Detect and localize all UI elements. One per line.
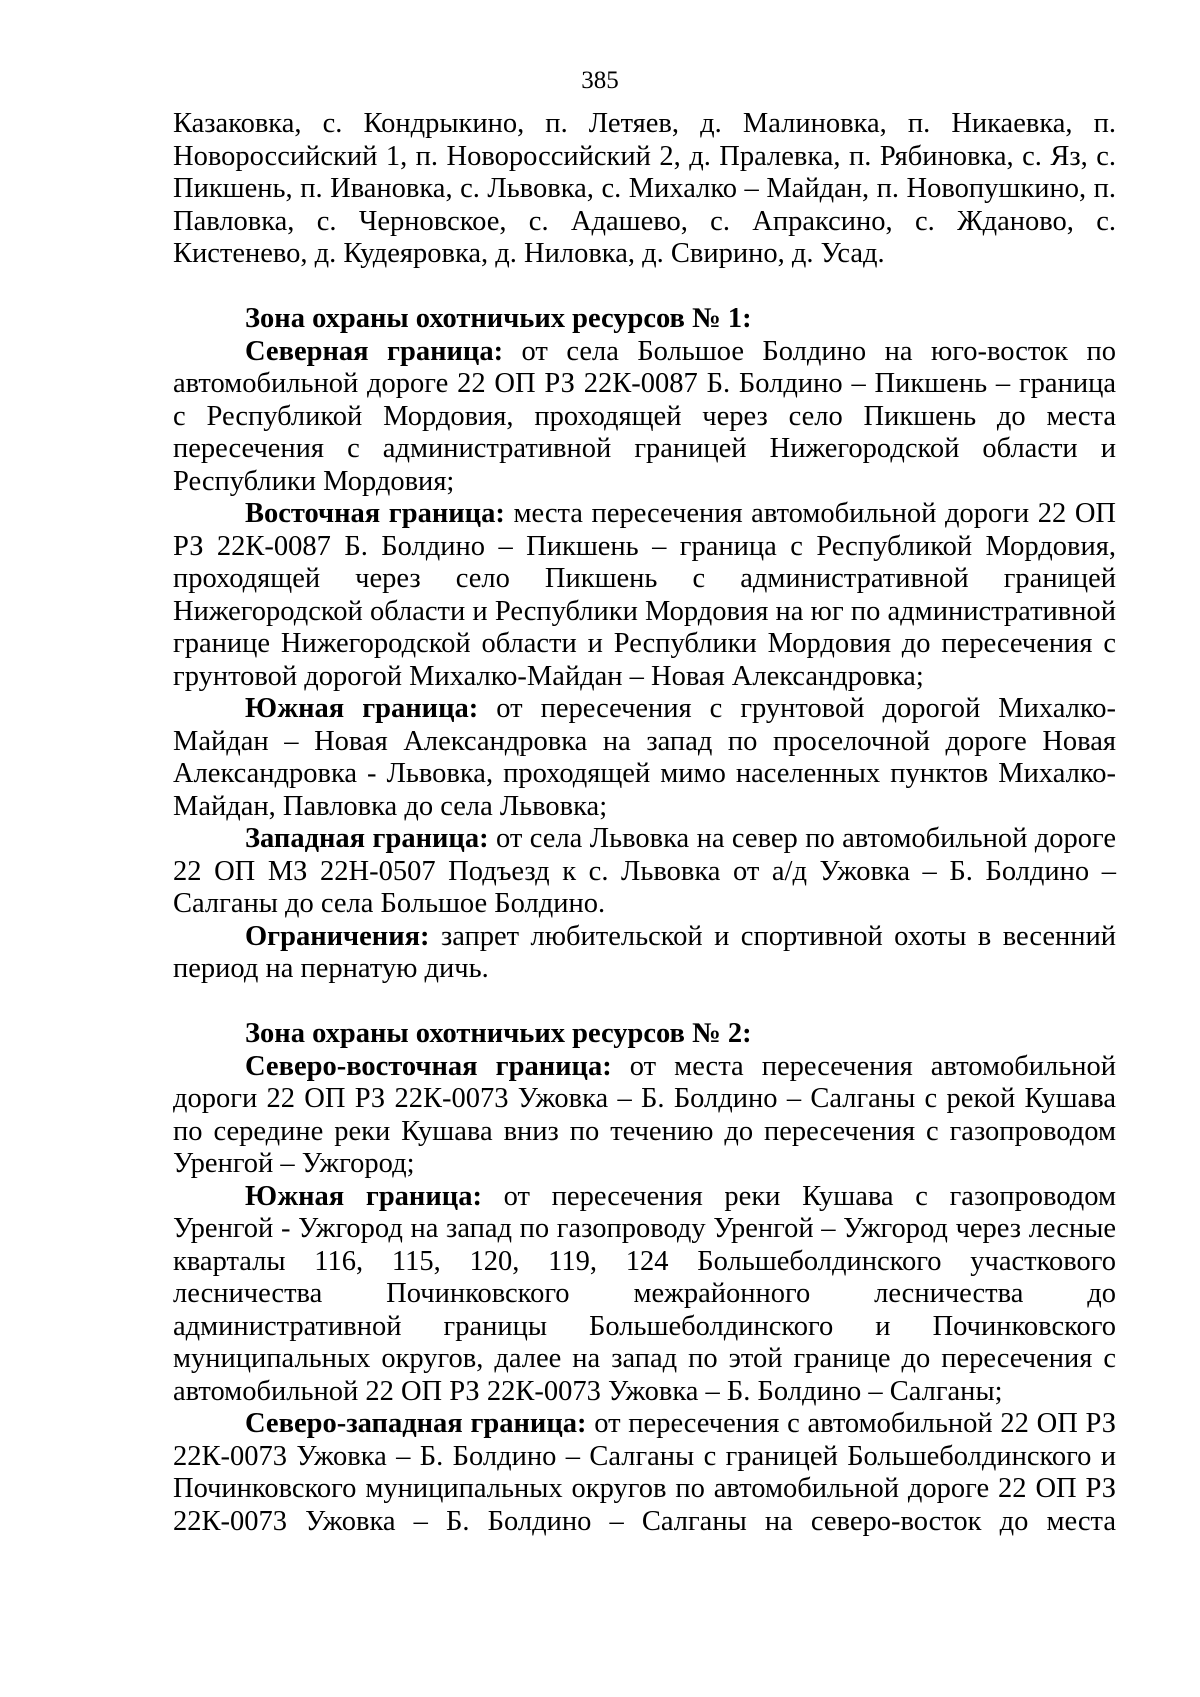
restrictions-label: Ограничения: <box>245 920 430 952</box>
zone-1-north-boundary <box>173 336 1116 499</box>
boundary-label: Южная граница: <box>245 693 479 724</box>
boundary-label: Южная граница: <box>245 1180 482 1212</box>
zone-2-title: Зона охраны охотничьих ресурсов № 2: <box>245 1018 752 1049</box>
boundary-text: от пересечения реки Кушава с газопроводом Уренгой - Ужгород на запад по газопроводу Уренгой – Ужгород через лесные кварталы 116, 115, 120, 119, 124 Большеболдинского участкового лесничества Починковского межрайонного лесничества до административной границы Большеболдинского и Починковского муниципальных округов, далее на запад по этой границе до пересечения с автомобильной 22 ОП РЗ 22К-0073 Ужовка – Б. Болдино – Салганы; <box>173 1180 1116 1407</box>
boundary-text: от места пересечения автомобильной дороги 22 ОП РЗ 22К-0073 Ужовка – Б. Болдино – Салганы с рекой Кушава по середине реки Кушава вниз по течению до пересечения с газопроводом Уренгой – Ужгород; <box>173 1050 1116 1179</box>
boundary-label: Западная граница: <box>245 823 489 854</box>
zone-2-northeast-boundary <box>173 1051 1116 1181</box>
zone-1-restrictions <box>173 921 1116 986</box>
boundary-text: от села Львовка на север по автомобильной дороге 22 ОП МЗ 22Н-0507 Подъезд к с. Львовка от а/д Ужовка – Б. Болдино – Салганы до села Большое Болдино. <box>173 823 1116 919</box>
zone-1-east-boundary <box>173 498 1116 693</box>
zone-1-west-boundary <box>173 823 1116 921</box>
page-number: 385 <box>581 67 619 94</box>
restrictions-text: запрет любительской и спортивной охоты в весенний период на пернатую дичь. <box>173 920 1116 984</box>
intro-paragraph: Казаковка, с. Кондрыкино, п. Летяев, д. Малиновка, п. Никаевка, п. Новороссийский 1, п. Новороссийский 2, д. Пралевка, п. Рябиновка, с. Яз, с. Пикшень, п. Ивановка, с. Львовка, с. Михалко – Майдан, п. Новопушкино, п. Павловка, с. Черновское, с. Адашево, с. Апраксино, с. Жданово, с. Кистенево, д. Кудеяровка, д. Ниловка, д. Свирино, д. Усад. <box>173 108 1116 269</box>
zone-2-south-boundary <box>173 1181 1116 1409</box>
boundary-text: места пересечения автомобильной дороги 22 ОП РЗ 22К-0087 Б. Болдино – Пикшень – граница с Республикой Мордовия, проходящей через село Пикшень с административной границей Нижегородской области и Республики Мордовия на юг по административной границе Нижегородской области и Республики Мордовия до пересечения с грунтовой дорогой Михалко-Майдан – Новая Александровка; <box>173 498 1116 692</box>
boundary-text: от села Большое Болдино на юго-восток по автомобильной дороге 22 ОП РЗ 22К-0087 Б. Болдино – Пикшень – граница с Республикой Мордовия, проходящей через село Пикшень до места пересечения с административной границей Нижегородской области и Республики Мордовия; <box>173 335 1116 497</box>
boundary-text: от пересечения с грунтовой дорогой Михалко-Майдан – Новая Александровка на запад по проселочной дороге Новая Александровка - Львовка, проходящей мимо населенных пунктов Михалко-Майдан, Павловка до села Львовка; <box>173 693 1116 822</box>
document-body <box>173 108 1116 1538</box>
zone-1-south-boundary <box>173 693 1116 823</box>
boundary-label: Северо-западная граница: <box>245 1408 587 1439</box>
boundary-text: от пересечения с автомобильной 22 ОП РЗ 22К-0073 Ужовка – Б. Болдино – Салганы с границей Большеболдинского и Починковского муниципальных округов по автомобильной дороге 22 ОП РЗ 22К-0073 Ужовка – Б. Болдино – Салганы на северо-восток до места <box>173 1408 1116 1537</box>
boundary-label: Восточная граница: <box>245 498 505 529</box>
boundary-label: Северная граница: <box>245 335 504 367</box>
boundary-label: Северо-восточная граница: <box>245 1050 612 1082</box>
zone-1-title: Зона охраны охотничьих ресурсов № 1: <box>245 303 752 334</box>
zone-2-northwest-boundary <box>173 1408 1116 1538</box>
